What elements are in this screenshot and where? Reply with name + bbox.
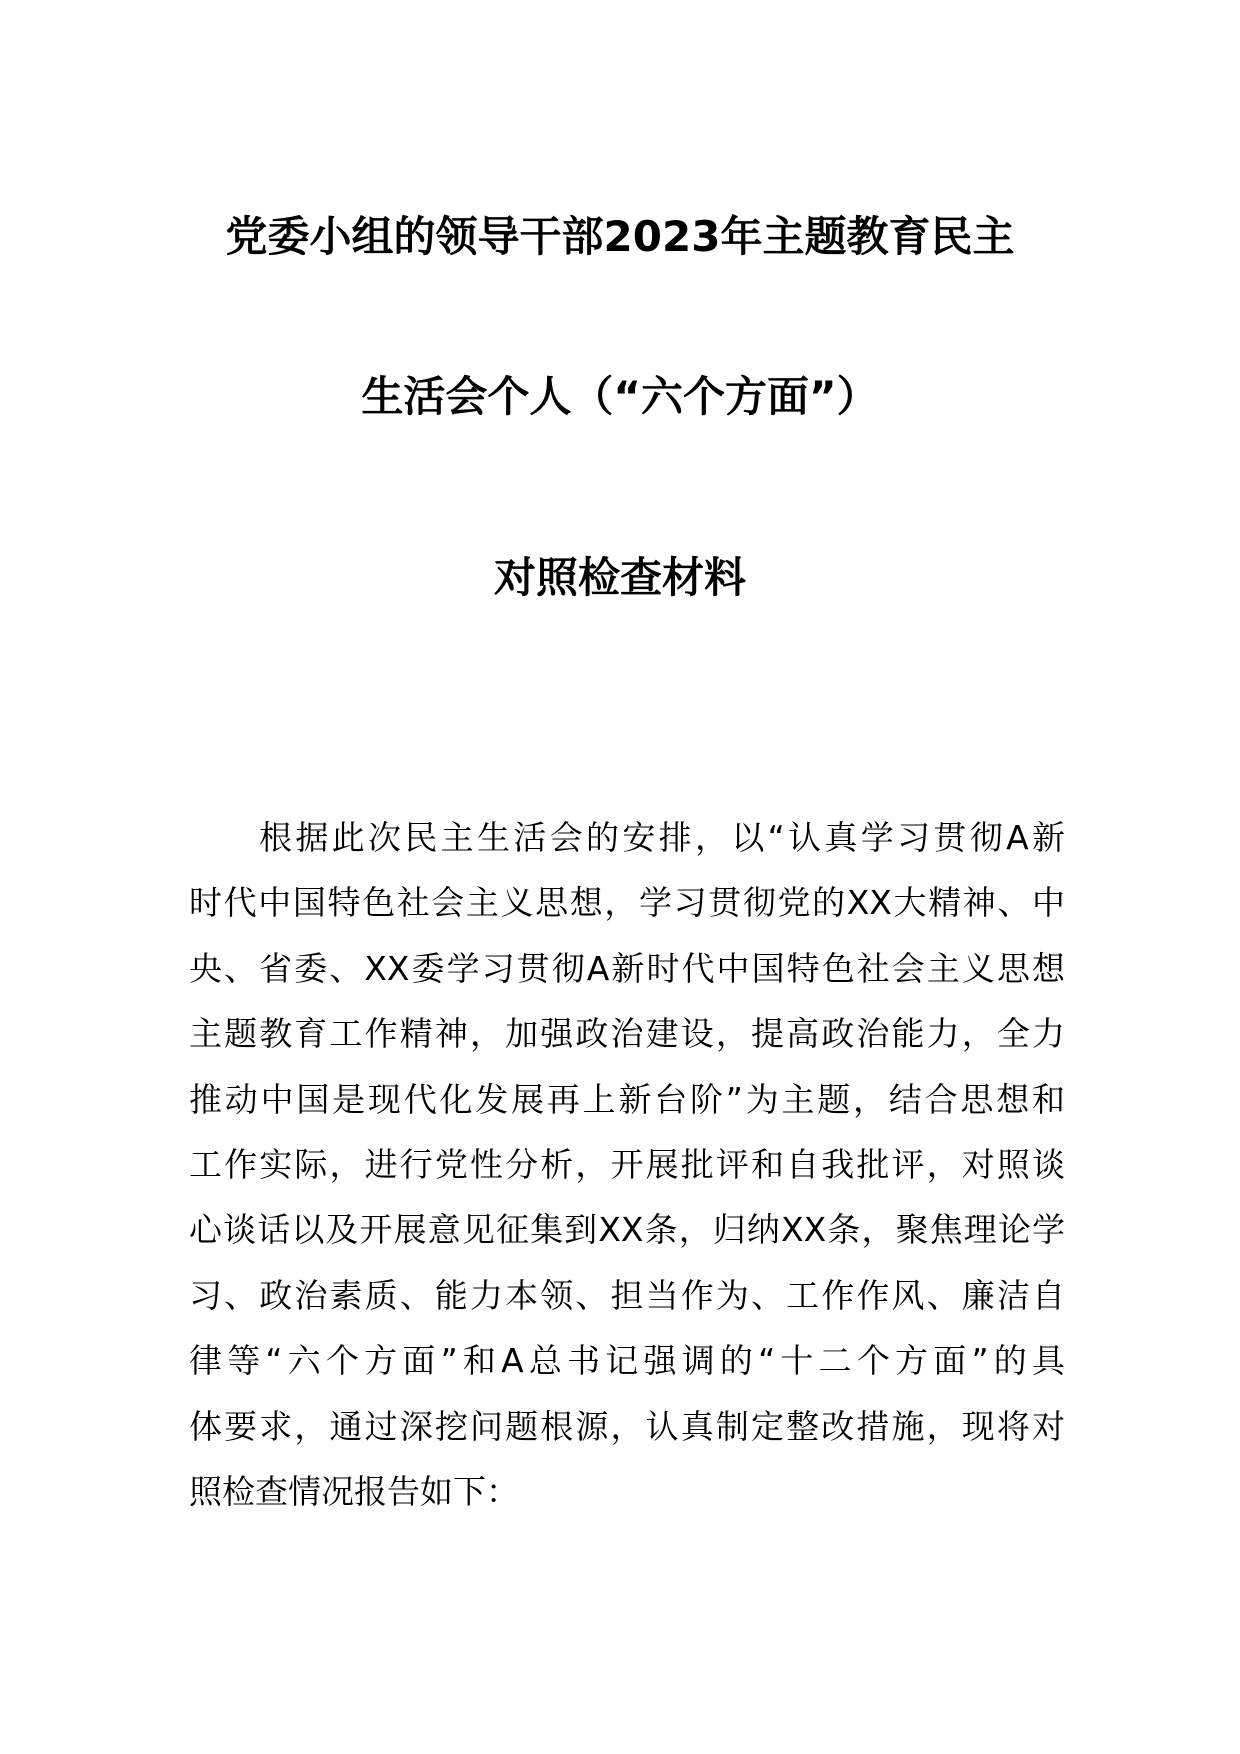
paragraph-line: 根据此次民主生活会的安排，以“认真学习贯彻A新 (259, 818, 1065, 857)
paragraph-line: 照检查情况报告如下： (189, 1471, 519, 1511)
paragraph-line: 主题教育工作精神，加强政治建设，提高政治能力，全力 (189, 1014, 1065, 1054)
paragraph-line: 工作实际，进行党性分析，开展批评和自我批评，对照谈 (189, 1144, 1065, 1184)
document-title-line-1: 党委小组的领导干部2023年主题教育民主 (225, 212, 1015, 261)
document-title-line-3: 对照检查材料 (493, 553, 746, 602)
document-title-line-2: 生活会个人（“六个方面”） (361, 372, 879, 421)
paragraph-line: 律等“六个方面”和A总书记强调的“十二个方面”的具 (189, 1341, 1065, 1381)
intro-paragraph (189, 805, 1065, 1524)
paragraph-line: 央、省委、XX委学习贯彻A新时代中国特色社会主义思想 (189, 948, 1065, 988)
paragraph-line: 推动中国是现代化发展再上新台阶”为主题，结合思想和 (189, 1079, 1065, 1119)
paragraph-line: 心谈话以及开展意见征集到XX条，归纳XX条，聚焦理论学 (189, 1210, 1065, 1250)
paragraph-line: 习、政治素质、能力本领、担当作为、工作作风、廉洁自 (189, 1275, 1065, 1315)
paragraph-line: 体要求，通过深挖问题根源，认真制定整改措施，现将对 (189, 1406, 1065, 1446)
paragraph-line: 时代中国特色社会主义思想，学习贯彻党的XX大精神、中 (189, 883, 1065, 923)
